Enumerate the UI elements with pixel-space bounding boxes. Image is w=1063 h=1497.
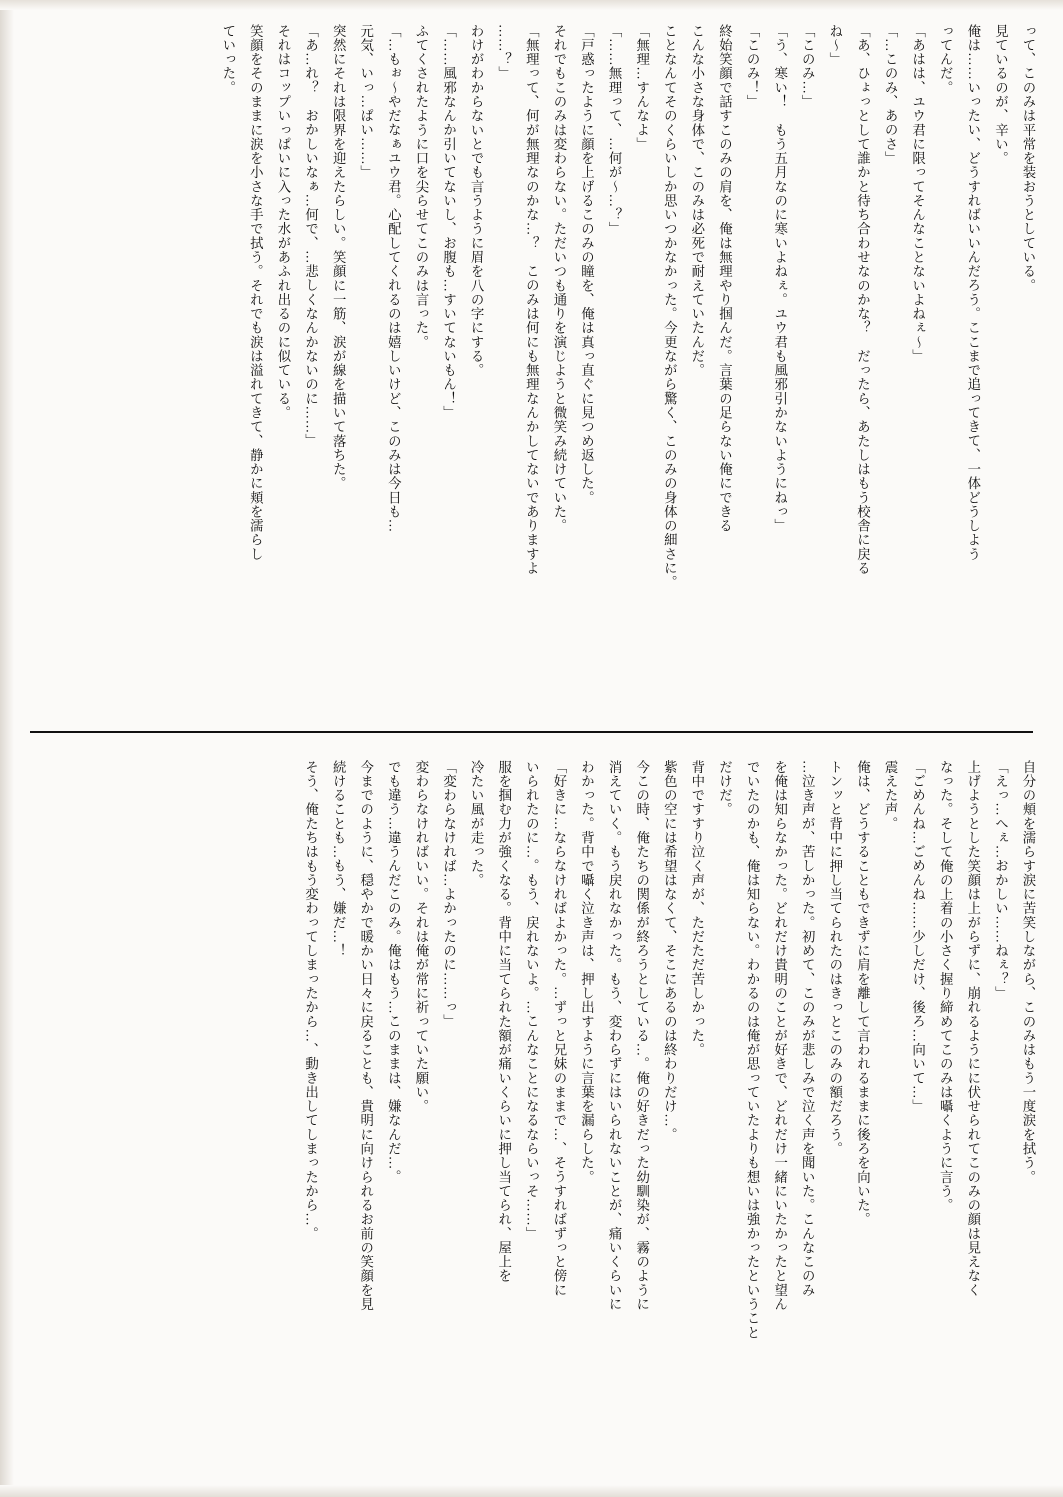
text-line: 元気、いっ…ぱい……」 <box>358 24 374 180</box>
text-line: 俺は……いったい、どうすればいいんだろう。ここまで追ってきて、一体どうしよう <box>965 24 981 562</box>
text-line: 「う、寒い！ もう五月なのに寒いよねぇ。ユウ君も風邪引かないようにねっ」 <box>772 24 788 533</box>
text-line: 冷たい風が走った。 <box>469 760 485 888</box>
text-line: だけだ。 <box>717 760 733 817</box>
text-line: そう、俺たちはもう変わってしまったから…、動き出してしまったから…。 <box>303 760 319 1241</box>
text-line: それでもこのみは変わらない。ただいつも通りを演じようと微笑み続けていた。 <box>551 24 567 533</box>
text-line: を俺は知らなかった。どれだけ貴明のことが好きで、どれだけ一緒にいたかったと望ん <box>772 760 788 1312</box>
text-line: 「あはは、ユウ君に限ってそんなことないよねぇ～」 <box>910 24 926 364</box>
text-line: 「変わらなければ…よかったのに……っ」 <box>441 760 457 1029</box>
text-line: 変わらなければいい。それは俺が常に祈っていた願い。 <box>413 760 429 1114</box>
text-line: ね～」 <box>827 24 843 67</box>
text-line: なった。そして俺の上着の小さく握り締めてこのみは囁くように言う。 <box>938 760 954 1213</box>
text-line: 「…もぉ～やだなぁユウ君。心配してくれるのは嬉しいけど、このみは今日も… <box>386 24 402 533</box>
text-line: 「無理って、何が無理なのかな…？ このみは何にも無理なんかしてないでありますよ <box>524 24 540 576</box>
text-line: わかった。背中で囁く泣き声は、押し出すように言葉を漏らした。 <box>579 760 595 1185</box>
page-edge-shadow-bottom <box>0 1485 1063 1497</box>
page-edge-shadow-top <box>0 0 1063 10</box>
text-line: 「無理…すんなよ」 <box>634 24 650 152</box>
text-line: ……？」 <box>496 24 512 81</box>
text-line: 「……風邪なんか引いてないし、お腹も…すいてないもん！」 <box>441 24 457 420</box>
text-line: 服を掴む力が強くなる。背中に当てられた額が痛いくらいに押し当てられ、屋上を <box>496 760 512 1284</box>
text-line: ていった。 <box>220 24 236 95</box>
text-line: 消えていく。もう戻れなかった。もう、変わらずにはいられないことが、痛いくらいに <box>607 760 623 1312</box>
text-line: って、このみは平常を装おうとしている。 <box>1021 24 1036 293</box>
text-line: それはコップいっぱいに入った水があふれ出るのに似ている。 <box>275 24 291 420</box>
text-line: …泣き声が、苦しかった。初めて、このみが悲しみで泣く声を聞いた。こんなこのみ <box>800 760 816 1298</box>
text-line: 「ごめんね…ごめんね……少しだけ、後ろ…向いて…」 <box>910 760 926 1114</box>
text-line: ってんだ。 <box>938 24 954 95</box>
lower-text-section <box>30 760 1035 1460</box>
text-line: 見ているのが、辛い。 <box>993 24 1009 166</box>
section-divider <box>30 731 1033 733</box>
text-line: 「戸惑ったように顔を上げるこのみの瞳を、俺は真っ直ぐに見つめ返した。 <box>579 24 595 505</box>
text-line: わけがわからないとでも言うように眉を八の字にする。 <box>469 24 485 378</box>
text-line: 上げようとした笑顔は上がらずに、崩れるようにに伏せられてこのみの顔は見えなく <box>965 760 981 1298</box>
text-line: 続けることも…もう、嫌だ…！ <box>331 760 347 958</box>
page-edge-shadow-left <box>0 0 14 1497</box>
text-line: こんな小さな身体で、このみは必死で耐えていたんだ。 <box>689 24 705 378</box>
text-line: 俺は、どうすることもできずに肩を離して言われるままに後ろを向いた。 <box>855 760 871 1227</box>
text-line: 「えっ…へぇ…おかしい……ねぇ？」 <box>993 760 1009 1001</box>
text-line: いられたのに…。もう、戻れないよ。…こんなことになるならいっそ……」 <box>524 760 540 1241</box>
text-line: 「このみ！」 <box>745 24 761 109</box>
text-line: 突然にそれは限界を迎えたらしい。笑顔に一筋、涙が線を描いて落ちた。 <box>331 24 347 491</box>
text-line: でも違う…違うんだこのみ。俺はもう…このままは、嫌なんだ…。 <box>386 760 402 1185</box>
text-line: 紫色の空には希望はなくて、そこにあるのは終わりだけ…。 <box>662 760 678 1142</box>
text-line: ことなんてそのくらいしか思いつかなかった。今更ながら驚く、このみの身体の細さに。 <box>662 24 678 590</box>
text-line: 「このみ…」 <box>800 24 816 109</box>
text-line: 「あ、ひょっとして誰かと待ち合わせなのかな？ だったら、あたしはもう校舎に戻る <box>855 24 871 576</box>
text-line: 笑顔をそのままに涙を小さな手で拭う。それでも涙は溢れてきて、静かに頬を濡らし <box>248 24 264 562</box>
text-line: 背中ですすり泣く声が、ただただ苦しかった。 <box>689 760 705 1057</box>
text-line: 今この時、俺たちの関係が終ろうとしている…。俺の好きだった幼馴染が、霧のように <box>634 760 650 1312</box>
text-line: 終始笑顔で話すこのみの肩を、俺は無理やり掴んだ。言葉の足らない俺にできる <box>717 24 733 533</box>
text-line: ふてくされたように口を尖らせてこのみは言った。 <box>413 24 429 350</box>
text-line: 「あ…れ？ おかしいなぁ…何で、…悲しくなんかないのに……」 <box>303 24 319 449</box>
text-line: 「好きに…ならなければよかった。…ずっと兄妹のままで…、そうすればずっと傍に <box>551 760 567 1298</box>
text-line: 「…このみ、あのさ」 <box>883 24 899 166</box>
text-line: 今までのように、穏やかで暖かい日々に戻ることも、貴明に向けられるお前の笑顔を見 <box>358 760 374 1312</box>
text-line: 震えた声。 <box>883 760 899 831</box>
text-line: 「……無理って、…何が～…？」 <box>607 24 623 237</box>
text-line: でいたのかも、俺は知らない。わかるのは俺が思っていたよりも想いは強かったということ <box>745 760 761 1340</box>
upper-text-section <box>30 24 1035 714</box>
text-line: 自分の頬を濡らす涙に苦笑しながら、このみはもう一度涙を拭う。 <box>1021 760 1036 1185</box>
text-line: トンッと背中に押し当てられたのはきっとこのみの額だろう。 <box>827 760 843 1156</box>
